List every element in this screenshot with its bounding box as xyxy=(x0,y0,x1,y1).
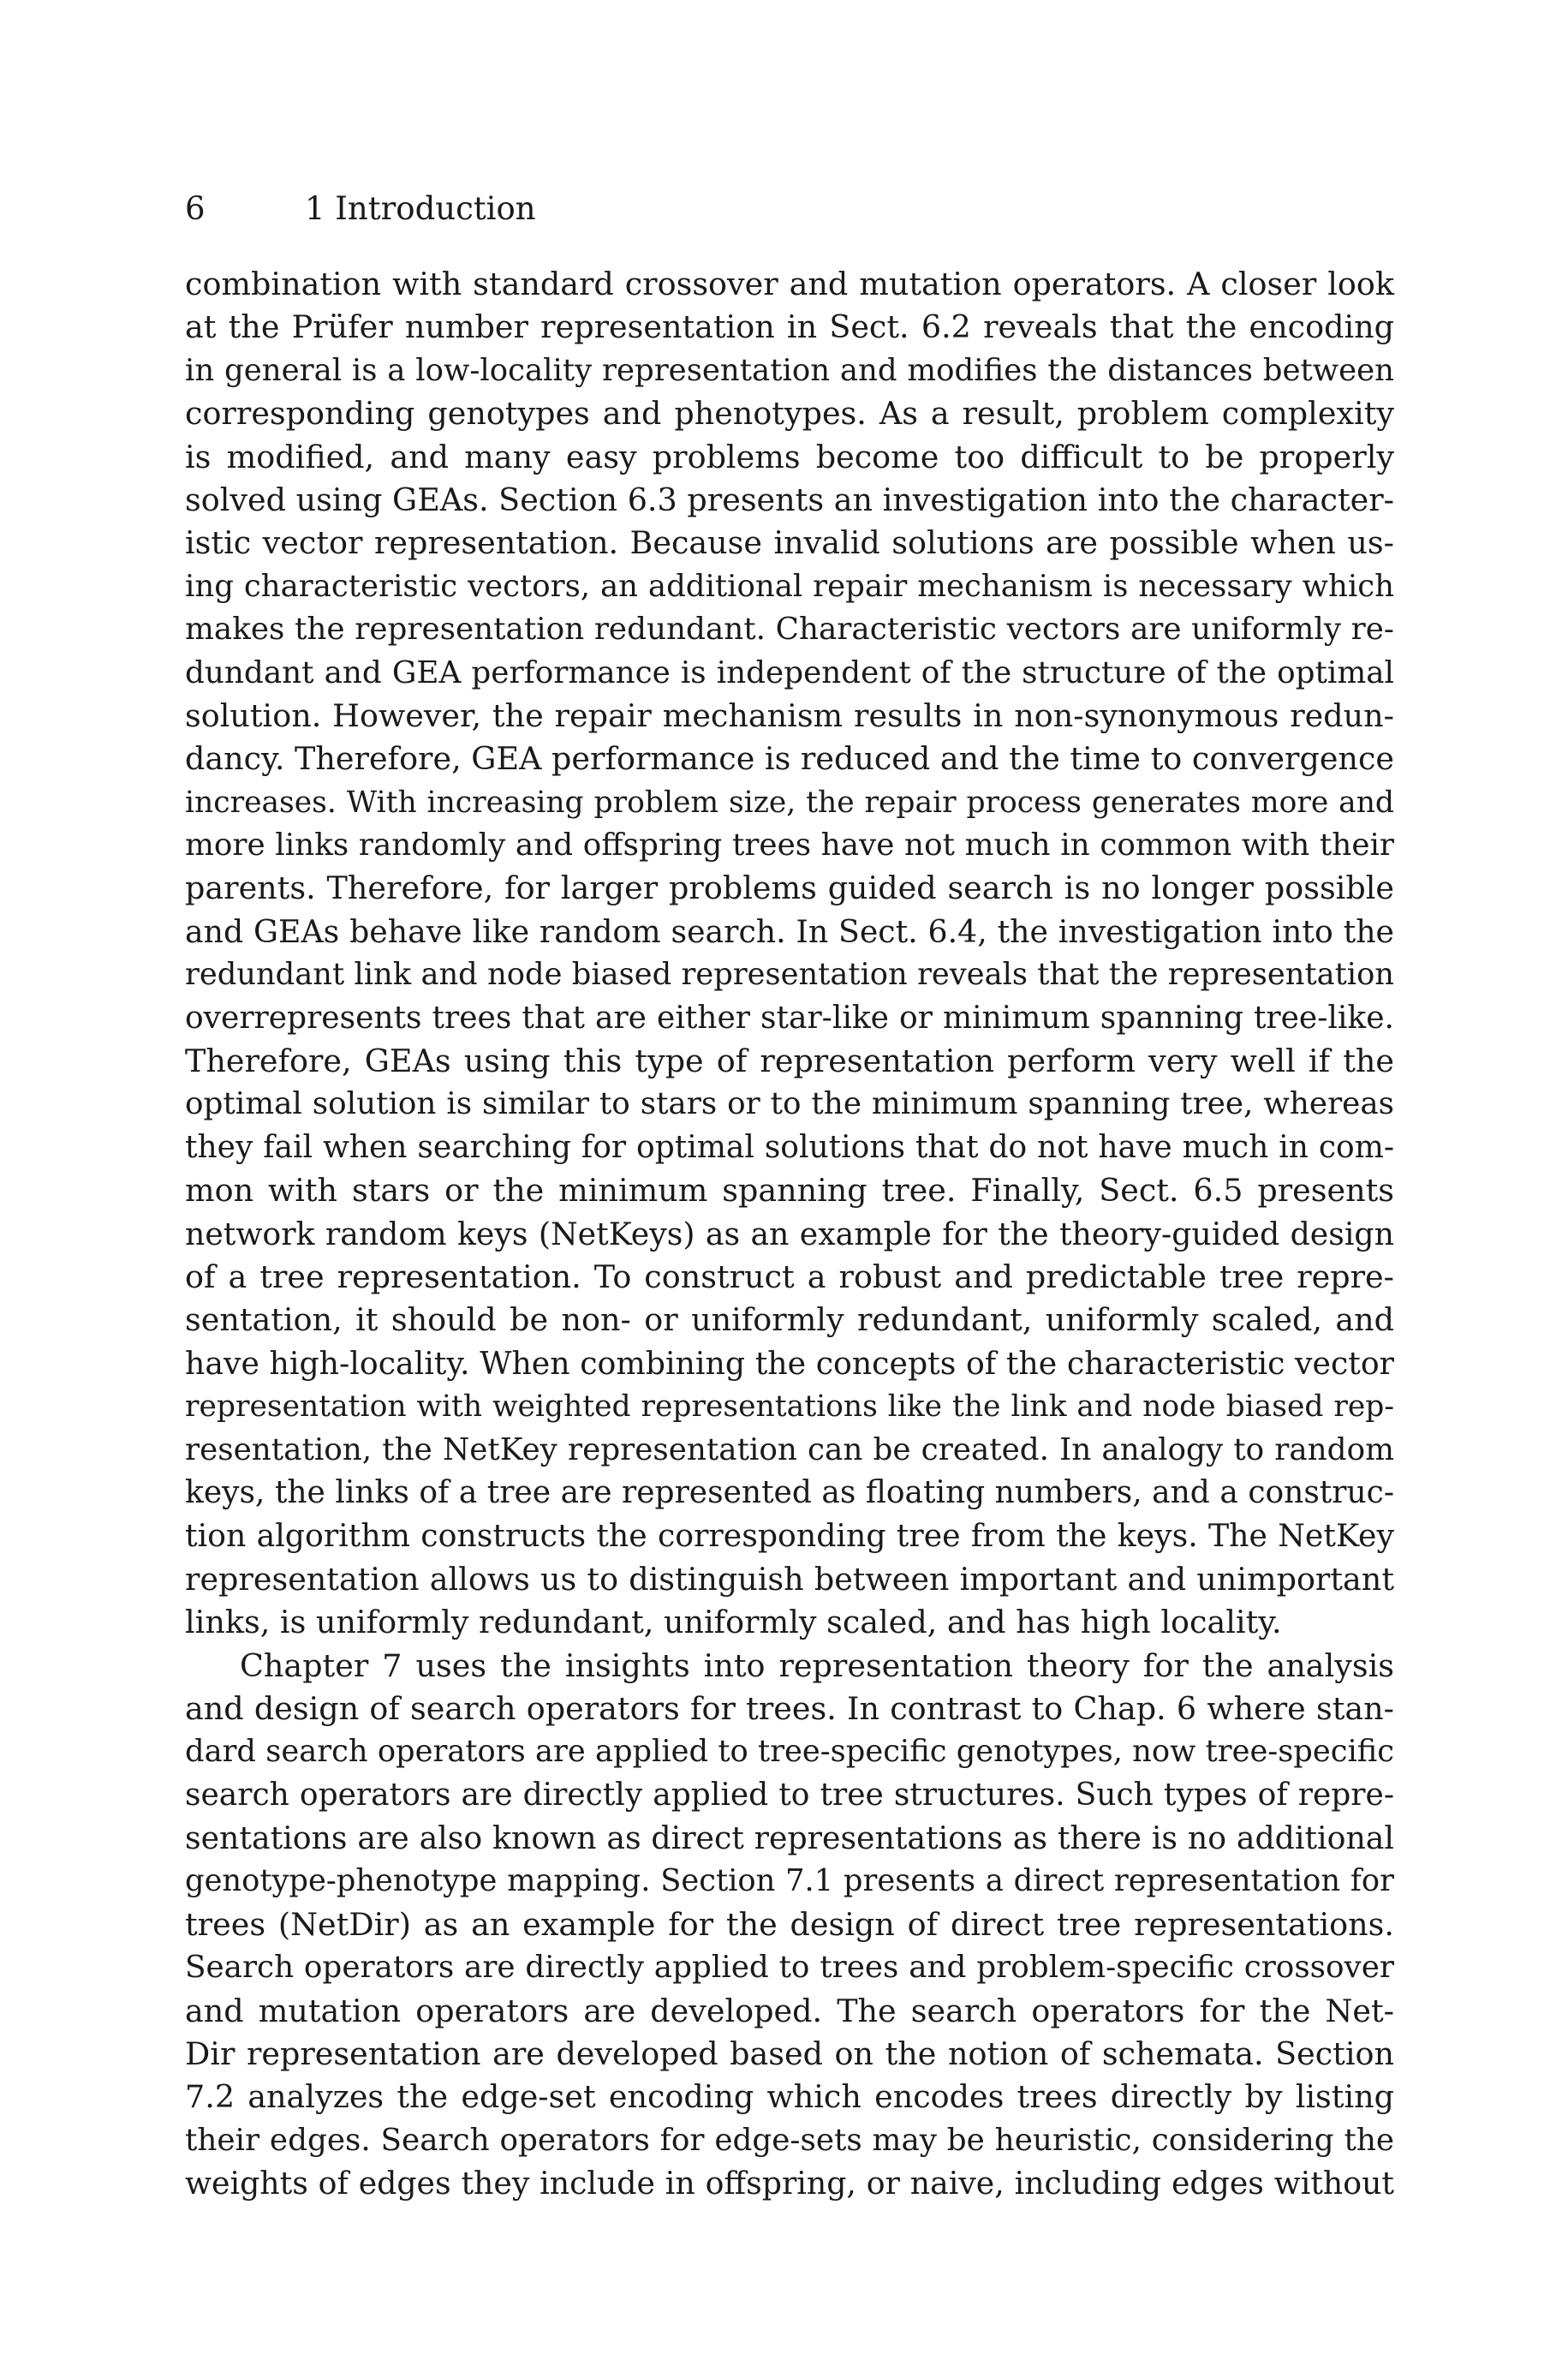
text-line: solution. However, the repair mechanism results in non-synonymous redun- xyxy=(185,696,1394,734)
text-line: parents. Therefore, for larger problems guided search is no longer possible xyxy=(185,869,1394,907)
text-line: search operators are directly applied to tree structures. Such types of repre- xyxy=(185,1777,1394,1813)
text-line: keys, the links of a tree are represented as floating numbers, and a construc- xyxy=(185,1474,1394,1510)
text-line: weights of edges they include in offspring, or naive, including edges without xyxy=(185,2165,1394,2202)
text-line: and mutation operators are developed. The search operators for the Net- xyxy=(185,1992,1394,2029)
text-line: Search operators are directly applied to trees and problem-specific crossover xyxy=(185,1950,1394,1986)
text-line: tion algorithm constructs the corresponding tree from the keys. The NetKey xyxy=(185,1517,1394,1555)
text-line: sentation, it should be non- or uniformly redundant, uniformly scaled, and xyxy=(185,1301,1394,1339)
text-line: dard search operators are applied to tree-specific genotypes, now tree-specific xyxy=(185,1734,1394,1770)
text-line: at the Prüfer number representation in Sect. 6.2 reveals that the encoding xyxy=(185,308,1394,346)
text-line: istic vector representation. Because invalid solutions are possible when us- xyxy=(185,524,1394,562)
text-line: corresponding genotypes and phenotypes. As a result, problem complexity xyxy=(185,395,1394,433)
text-line: ing characteristic vectors, an additional repair mechanism is necessary which xyxy=(185,568,1394,604)
text-line: they fail when searching for optimal solutions that do not have much in com- xyxy=(185,1129,1394,1165)
text-line: network random keys (NetKeys) as an example for the theory-guided design xyxy=(185,1215,1394,1252)
text-line: and design of search operators for trees. In contrast to Chap. 6 where stan- xyxy=(185,1689,1394,1727)
text-line: and GEAs behave like random search. In Sect. 6.4, the investigation into the xyxy=(185,912,1394,950)
text-line: sentations are also known as direct representations as there is no additional xyxy=(185,1819,1394,1857)
text-line: Therefore, GEAs using this type of representation perform very well if the xyxy=(185,1043,1394,1080)
text-line: increases. With increasing problem size, the repair process generates more and xyxy=(185,785,1394,820)
text-line: Dir representation are developed based on the notion of schemata. Section xyxy=(185,2035,1394,2073)
text-line: more links randomly and offspring trees have not much in common with their xyxy=(185,828,1394,863)
text-line: mon with stars or the minimum spanning tree. Finally, Sect. 6.5 presents xyxy=(185,1172,1394,1210)
text-line: overrepresents trees that are either star-like or minimum spanning tree-like. xyxy=(185,1000,1394,1036)
text-line: of a tree representation. To construct a robust and predictable tree repre- xyxy=(185,1258,1394,1295)
running-head xyxy=(185,190,536,228)
text-line: optimal solution is similar to stars or to the minimum spanning tree, whereas xyxy=(185,1086,1394,1122)
paragraph-2 xyxy=(185,1645,1394,2206)
text-line: combination with standard crossover and mutation operators. A closer look xyxy=(185,266,1394,302)
text-line: solved using GEAs. Section 6.3 presents an investigation into the character- xyxy=(185,481,1394,518)
text-line: 7.2 analyzes the edge-set encoding which encodes trees directly by listing xyxy=(185,2078,1394,2116)
page-number: 6 xyxy=(185,190,206,227)
text-line: resentation, the NetKey representation can be created. In analogy to random xyxy=(185,1431,1394,1467)
text-line: genotype-phenotype mapping. Section 7.1 presents a direct representation for xyxy=(185,1863,1394,1899)
text-line: dundant and GEA performance is independent of the structure of the optimal xyxy=(185,654,1394,690)
text-line: is modified, and many easy problems become too difficult to be properly xyxy=(185,438,1394,475)
text-line: have high-locality. When combining the concepts of the characteristic vector xyxy=(185,1344,1394,1382)
body-text xyxy=(185,263,1394,2206)
text-line: links, is uniformly redundant, uniformly scaled, and has high locality. xyxy=(185,1604,1282,1641)
text-line: their edges. Search operators for edge-sets may be heuristic, considering the xyxy=(185,2122,1394,2158)
text-line: in general is a low-locality representation and modifies the distances between xyxy=(185,352,1394,388)
paragraph-1 xyxy=(185,263,1394,1645)
text-line: Chapter 7 uses the insights into representation theory for the analysis xyxy=(240,1646,1394,1684)
text-line: representation with weighted representations like the link and node biased rep- xyxy=(185,1389,1394,1425)
chapter-title: 1 Introduction xyxy=(305,190,536,227)
text-line: dancy. Therefore, GEA performance is reduced and the time to convergence xyxy=(185,740,1394,778)
text-line: representation allows us to distinguish between important and unimportant xyxy=(185,1560,1394,1598)
text-line: redundant link and node biased representation reveals that the representation xyxy=(185,957,1394,993)
text-line: makes the representation redundant. Characteristic vectors are uniformly re- xyxy=(185,612,1394,648)
text-line: trees (NetDir) as an example for the design of direct tree representations. xyxy=(185,1905,1394,1943)
